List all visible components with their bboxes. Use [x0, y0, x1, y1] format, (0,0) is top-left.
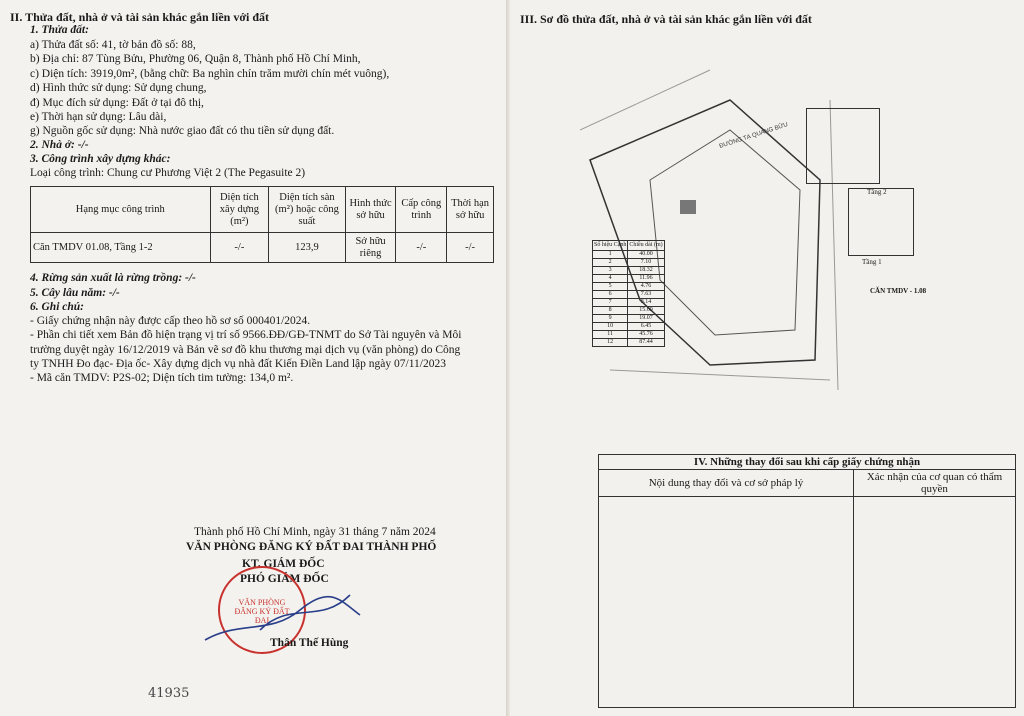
edge-cell: 4.76 [628, 283, 664, 291]
section4-title: IV. Những thay đổi sau khi cấp giấy chứng nhận [599, 455, 1016, 470]
edge-cell: 4 [593, 275, 628, 283]
kt-line: KT. GIÁM ĐỐC [242, 558, 325, 570]
land-line: b) Địa chỉ: 87 Tùng Bửu, Phường 06, Quận 8, Thành phố Hồ Chí Minh, [30, 53, 361, 65]
edge-cell: 12 [593, 339, 628, 347]
other-works-line: 3. Công trình xây dựng khác: [30, 153, 171, 165]
floor2-label: Tầng 2 [867, 188, 887, 196]
edge-cell: 3 [593, 267, 628, 275]
land-line: e) Thời hạn sử dụng: Lâu dài, [30, 111, 167, 123]
table-cell: Sở hữu riêng [345, 233, 396, 263]
edge-header: Chiều dài (m) [628, 241, 664, 251]
changes-empty-row [599, 497, 1016, 708]
floor1-plan [848, 188, 914, 256]
land-line: đ) Mục đích sử dụng: Đất ở tại đô thị, [30, 97, 204, 109]
note-line: - Giấy chứng nhận này được cấp theo hồ sơ số 000401/2024. [30, 315, 311, 327]
note-line: - Mã căn TMDV: P2S-02; Diện tích tim tường: 134,0 m². [30, 372, 294, 384]
road-label: ĐƯỜNG TẠ QUANG BỬU [718, 122, 789, 150]
table-header: Thời hạn sở hữu [447, 187, 494, 233]
edge-cell: 87.44 [628, 339, 664, 347]
stamp-text: VĂN PHÒNG ĐĂNG KÝ ĐẤT ĐAI [234, 598, 290, 625]
edge-cell: 10 [593, 323, 628, 331]
table-header: Cấp công trình [396, 187, 447, 233]
table-header-row [31, 187, 494, 233]
date-line: Thành phố Hồ Chí Minh, ngày 31 tháng 7 năm 2024 [194, 526, 436, 538]
land-line: c) Diện tích: 3919,0m², (bằng chữ: Ba nghìn chín trăm mười chín mét vuông), [30, 68, 390, 80]
edge-length-table [592, 240, 665, 347]
vice-director-line: PHÓ GIÁM ĐỐC [240, 573, 329, 585]
changes-empty-cell [854, 497, 1016, 708]
edge-cell: 8 [593, 307, 628, 315]
edge-cell: 7 [593, 299, 628, 307]
edge-header: Số hiệu Cạnh [593, 241, 628, 251]
changes-title-row [599, 455, 1016, 470]
table-cell: Căn TMDV 01.08, Tầng 1-2 [31, 233, 211, 263]
unit-label: CĂN TMDV - 1.08 [870, 287, 927, 295]
changes-empty-cell [599, 497, 854, 708]
edge-cell: 6 [593, 291, 628, 299]
edge-header-row [593, 241, 665, 251]
signer-name: Thân Thế Hùng [270, 637, 349, 649]
edge-cell: 1 [593, 251, 628, 259]
land-heading: 1. Thửa đất: [30, 24, 89, 36]
table-cell: -/- [447, 233, 494, 263]
work-type-line: Loại công trình: Chung cư Phương Việt 2 (The Pegasuite 2) [30, 167, 306, 179]
edge-cell: 15.69 [628, 307, 664, 315]
edge-cell: 11.96 [628, 275, 664, 283]
floor2-plan [806, 108, 880, 184]
table-cell: 123,9 [269, 233, 346, 263]
forest-line: 4. Rừng sản xuất là rừng trồng: -/- [30, 272, 196, 284]
perennial-line: 5. Cây lâu năm: -/- [30, 287, 120, 299]
table-header: Diện tích sàn (m²) hoặc công suất [269, 187, 346, 233]
edge-cell: 8.14 [628, 299, 664, 307]
table-cell: -/- [210, 233, 269, 263]
changes-col2-header: Xác nhận của cơ quan có thẩm quyền [854, 470, 1016, 497]
house-line: 2. Nhà ở: -/- [30, 139, 89, 151]
edge-cell: 6.45 [628, 323, 664, 331]
edge-cell: 40.00 [628, 251, 664, 259]
edge-cell: 5 [593, 283, 628, 291]
land-line: g) Nguồn gốc sử dụng: Nhà nước giao đất có thu tiền sử dụng đất. [30, 125, 335, 137]
table-header: Hạng mục công trình [31, 187, 211, 233]
note-line: ty TNHH Đo đạc- Địa ốc- Xây dựng dịch vụ nhà đất Kiến Điền Land lập ngày 07/11/2023 [30, 358, 446, 370]
table-row [31, 233, 494, 263]
edge-cell: 11 [593, 331, 628, 339]
changes-header-row [599, 470, 1016, 497]
edge-cell: 7.10 [628, 259, 664, 267]
floor1-label: Tầng 1 [862, 258, 882, 266]
changes-table [598, 454, 1016, 708]
table-header: Hình thức sở hữu [345, 187, 396, 233]
section3-title: III. Sơ đồ thửa đất, nhà ở và tài sản khác gắn liền với đất [520, 12, 812, 26]
land-line: a) Thửa đất số: 41, tờ bản đồ số: 88, [30, 39, 196, 51]
notes-title: 6. Ghi chú: [30, 301, 84, 313]
section2-title: II. Thửa đất, nhà ở và tài sản khác gắn liền với đất [10, 10, 270, 24]
edge-cell: 18.32 [628, 267, 664, 275]
changes-col1-header: Nội dung thay đổi và cơ sở pháp lý [599, 470, 854, 497]
edge-cell: 2 [593, 259, 628, 267]
land-line: d) Hình thức sử dụng: Sử dụng chung, [30, 82, 207, 94]
office-name: VĂN PHÒNG ĐĂNG KÝ ĐẤT ĐAI THÀNH PHỐ [186, 541, 437, 553]
edge-cell: 45.76 [628, 331, 664, 339]
table-cell: -/- [396, 233, 447, 263]
edge-cell: 7.63 [628, 291, 664, 299]
handwritten-number: 41935 [148, 686, 190, 701]
works-table [30, 186, 494, 263]
edge-cell: 9 [593, 315, 628, 323]
edge-cell: 19.07 [628, 315, 664, 323]
left-page [0, 0, 510, 716]
note-line: trường duyệt ngày 16/12/2019 và Bản vẽ sơ đồ khu thương mại dịch vụ (văn phòng) do Công [30, 344, 461, 356]
note-line: - Phần chi tiết xem Bản đồ hiện trạng vị trí số 9566.ĐĐ/GĐ-TNMT do Sở Tài nguyên và Môi [30, 329, 462, 341]
table-header: Diện tích xây dựng (m²) [210, 187, 269, 233]
right-page [510, 0, 1024, 716]
